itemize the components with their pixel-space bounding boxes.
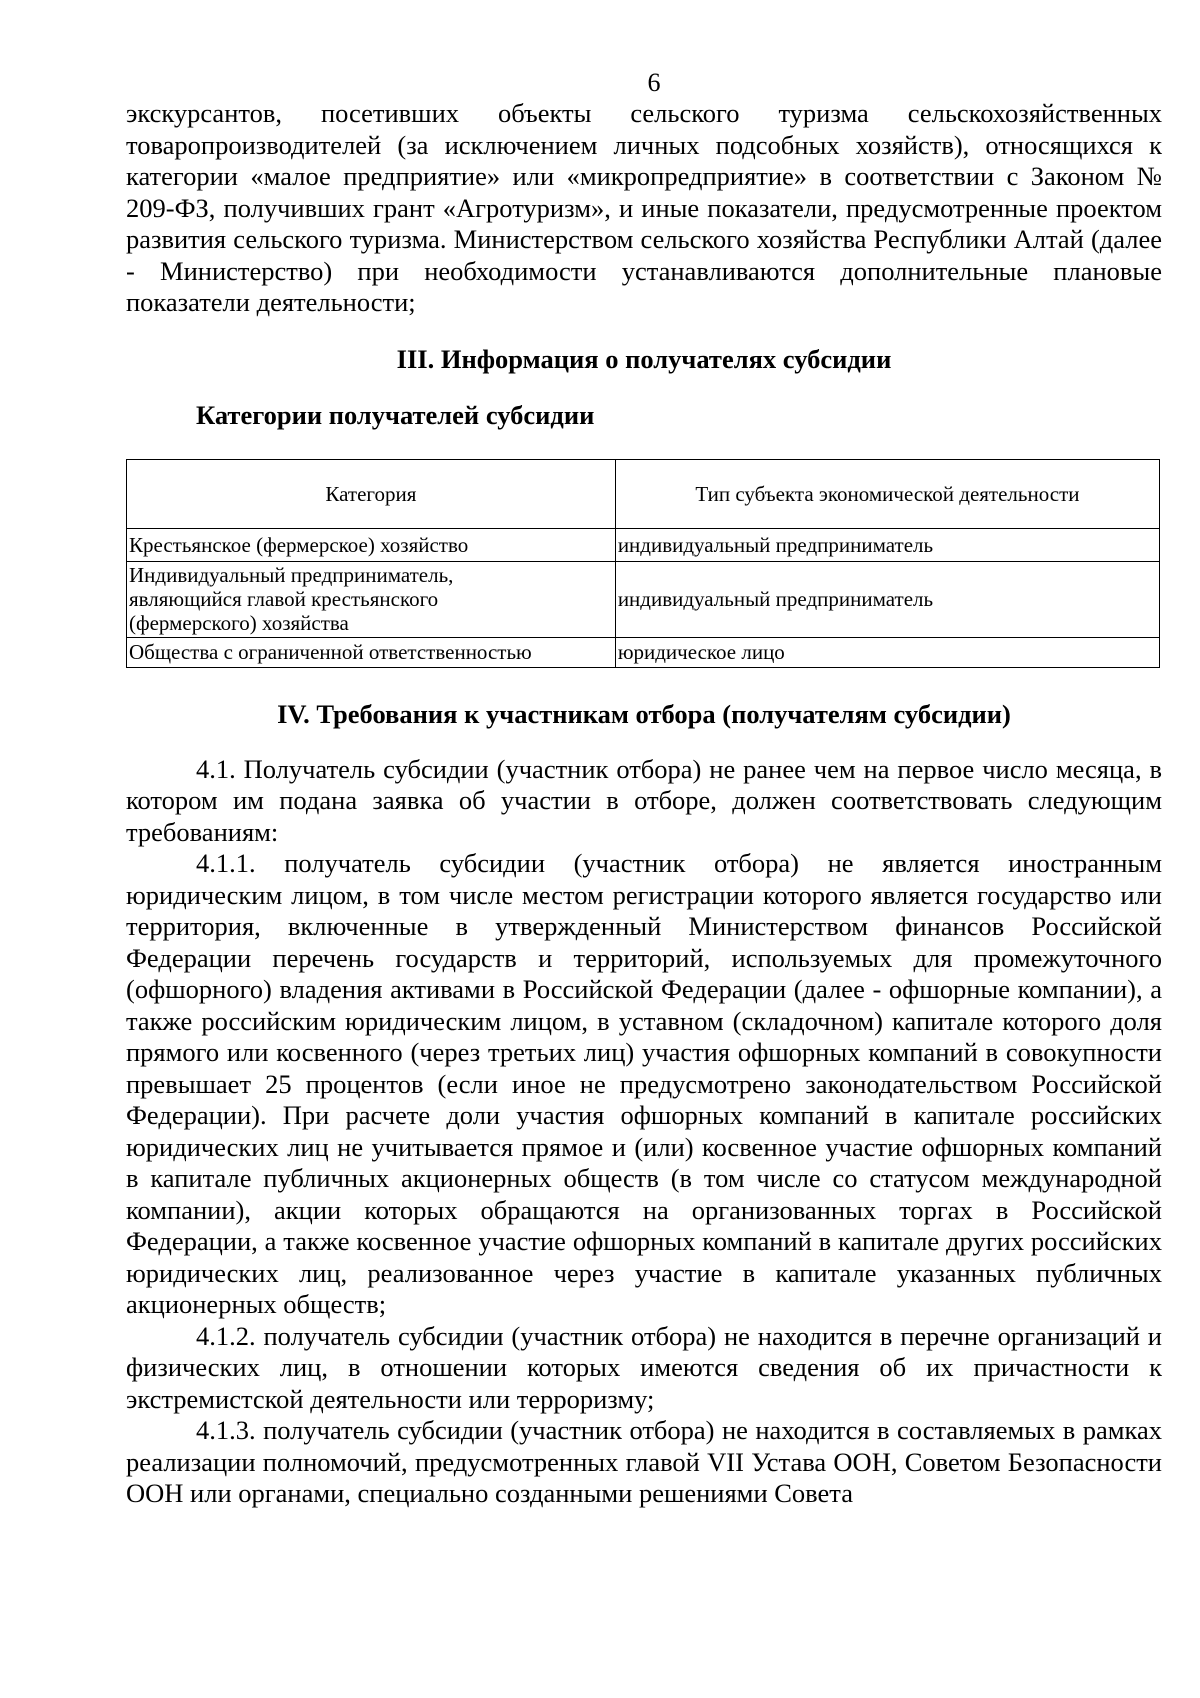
table-cell-entity-type: юридическое лицо [615,637,1159,667]
table-cell-entity-type: индивидуальный предприниматель [615,528,1159,561]
table-header-entity-type: Тип субъекта экономической деятельности [615,459,1159,528]
document-page [126,70,1162,1510]
table-row [127,528,1160,561]
paragraph-4-1-1: 4.1.1. получатель субсидии (участник отбора) не является иностранным юридическим лицом, в том числе местом регистрации которого является государство или территория, включенные в утвержденный Министерством финансов Российской Федерации перечень государств и территорий, используемых для промежуточного (офшорного) владения активами в Российской Федерации (далее - офшорные компании), а также российским юридическим лицом, в уставном (складочном) капитале которого доля прямого или косвенного (через третьих лиц) участия офшорных компаний в совокупности превышает 25 процентов (если иное не предусмотрено законодательством Российской Федерации). При расчете доли участия офшорных компаний в капитале российских юридических лиц не учитывается прямое и (или) косвенное участие офшорных компаний в капитале публичных акционерных обществ (в том числе со статусом международной компании), акции которых обращаются на организованных торгах в Российской Федерации, а также косвенное участие офшорных компаний в капитале других российских юридических лиц, реализованное через участие в капитале указанных публичных акционерных обществ; [126,848,1162,1319]
table-cell-entity-type: индивидуальный предприниматель [615,561,1159,637]
table-row [127,561,1160,637]
paragraph-4-1-3: 4.1.3. получатель субсидии (участник отбора) не находится в составляемых в рамках реализации полномочий, предусмотренных главой VII Устава ООН, Советом Безопасности ООН или органами, специально созданными решениями Совета [126,1415,1162,1508]
page-number: 6 [647,68,661,97]
table-cell-category: Индивидуальный предприниматель, являющийся главой крестьянского (фермерского) хозяйства [127,561,616,637]
section-3-title: III. Информация о получателях субсидии [396,343,892,374]
intro-paragraph: экскурсантов, посетивших объекты сельского туризма сельскохозяйственных товаропроизводителей (за исключением личных подсобных хозяйств), относящихся к категории «малое предприятие» или «микропредприятие» в соответствии с Законом № 209-ФЗ, получивших грант «Агротуризм», и иные показатели, предусмотренные проектом развития сельского туризма. Министерством сельского хозяйства Республики Алтай (далее - Министерство) при необходимости устанавливаются дополнительные плановые показатели деятельности; [126,98,1162,317]
paragraph-4-1-2: 4.1.2. получатель субсидии (участник отбора) не находится в перечне организаций и физических лиц, в отношении которых имеются сведения об их причастности к экстремистской деятельности или терроризму; [126,1320,1162,1414]
section-4-title: IV. Требования к участникам отбора (получателям субсидии) [277,698,1011,729]
section-3-subtitle: Категории получателей субсидии [196,399,595,430]
table-cell-category: Общества с ограниченной ответственностью [127,637,616,667]
table-cell-category: Крестьянское (фермерское) хозяйство [127,528,616,561]
paragraph-4-1: 4.1. Получатель субсидии (участник отбора) не ранее чем на первое число месяца, в котором им подана заявка об участии в отборе, должен соответствовать следующим требованиям: [126,753,1162,847]
table-row [127,637,1160,667]
table-header-category: Категория [127,459,616,528]
recipients-categories-table [126,459,1160,668]
table-header-row [127,459,1160,528]
